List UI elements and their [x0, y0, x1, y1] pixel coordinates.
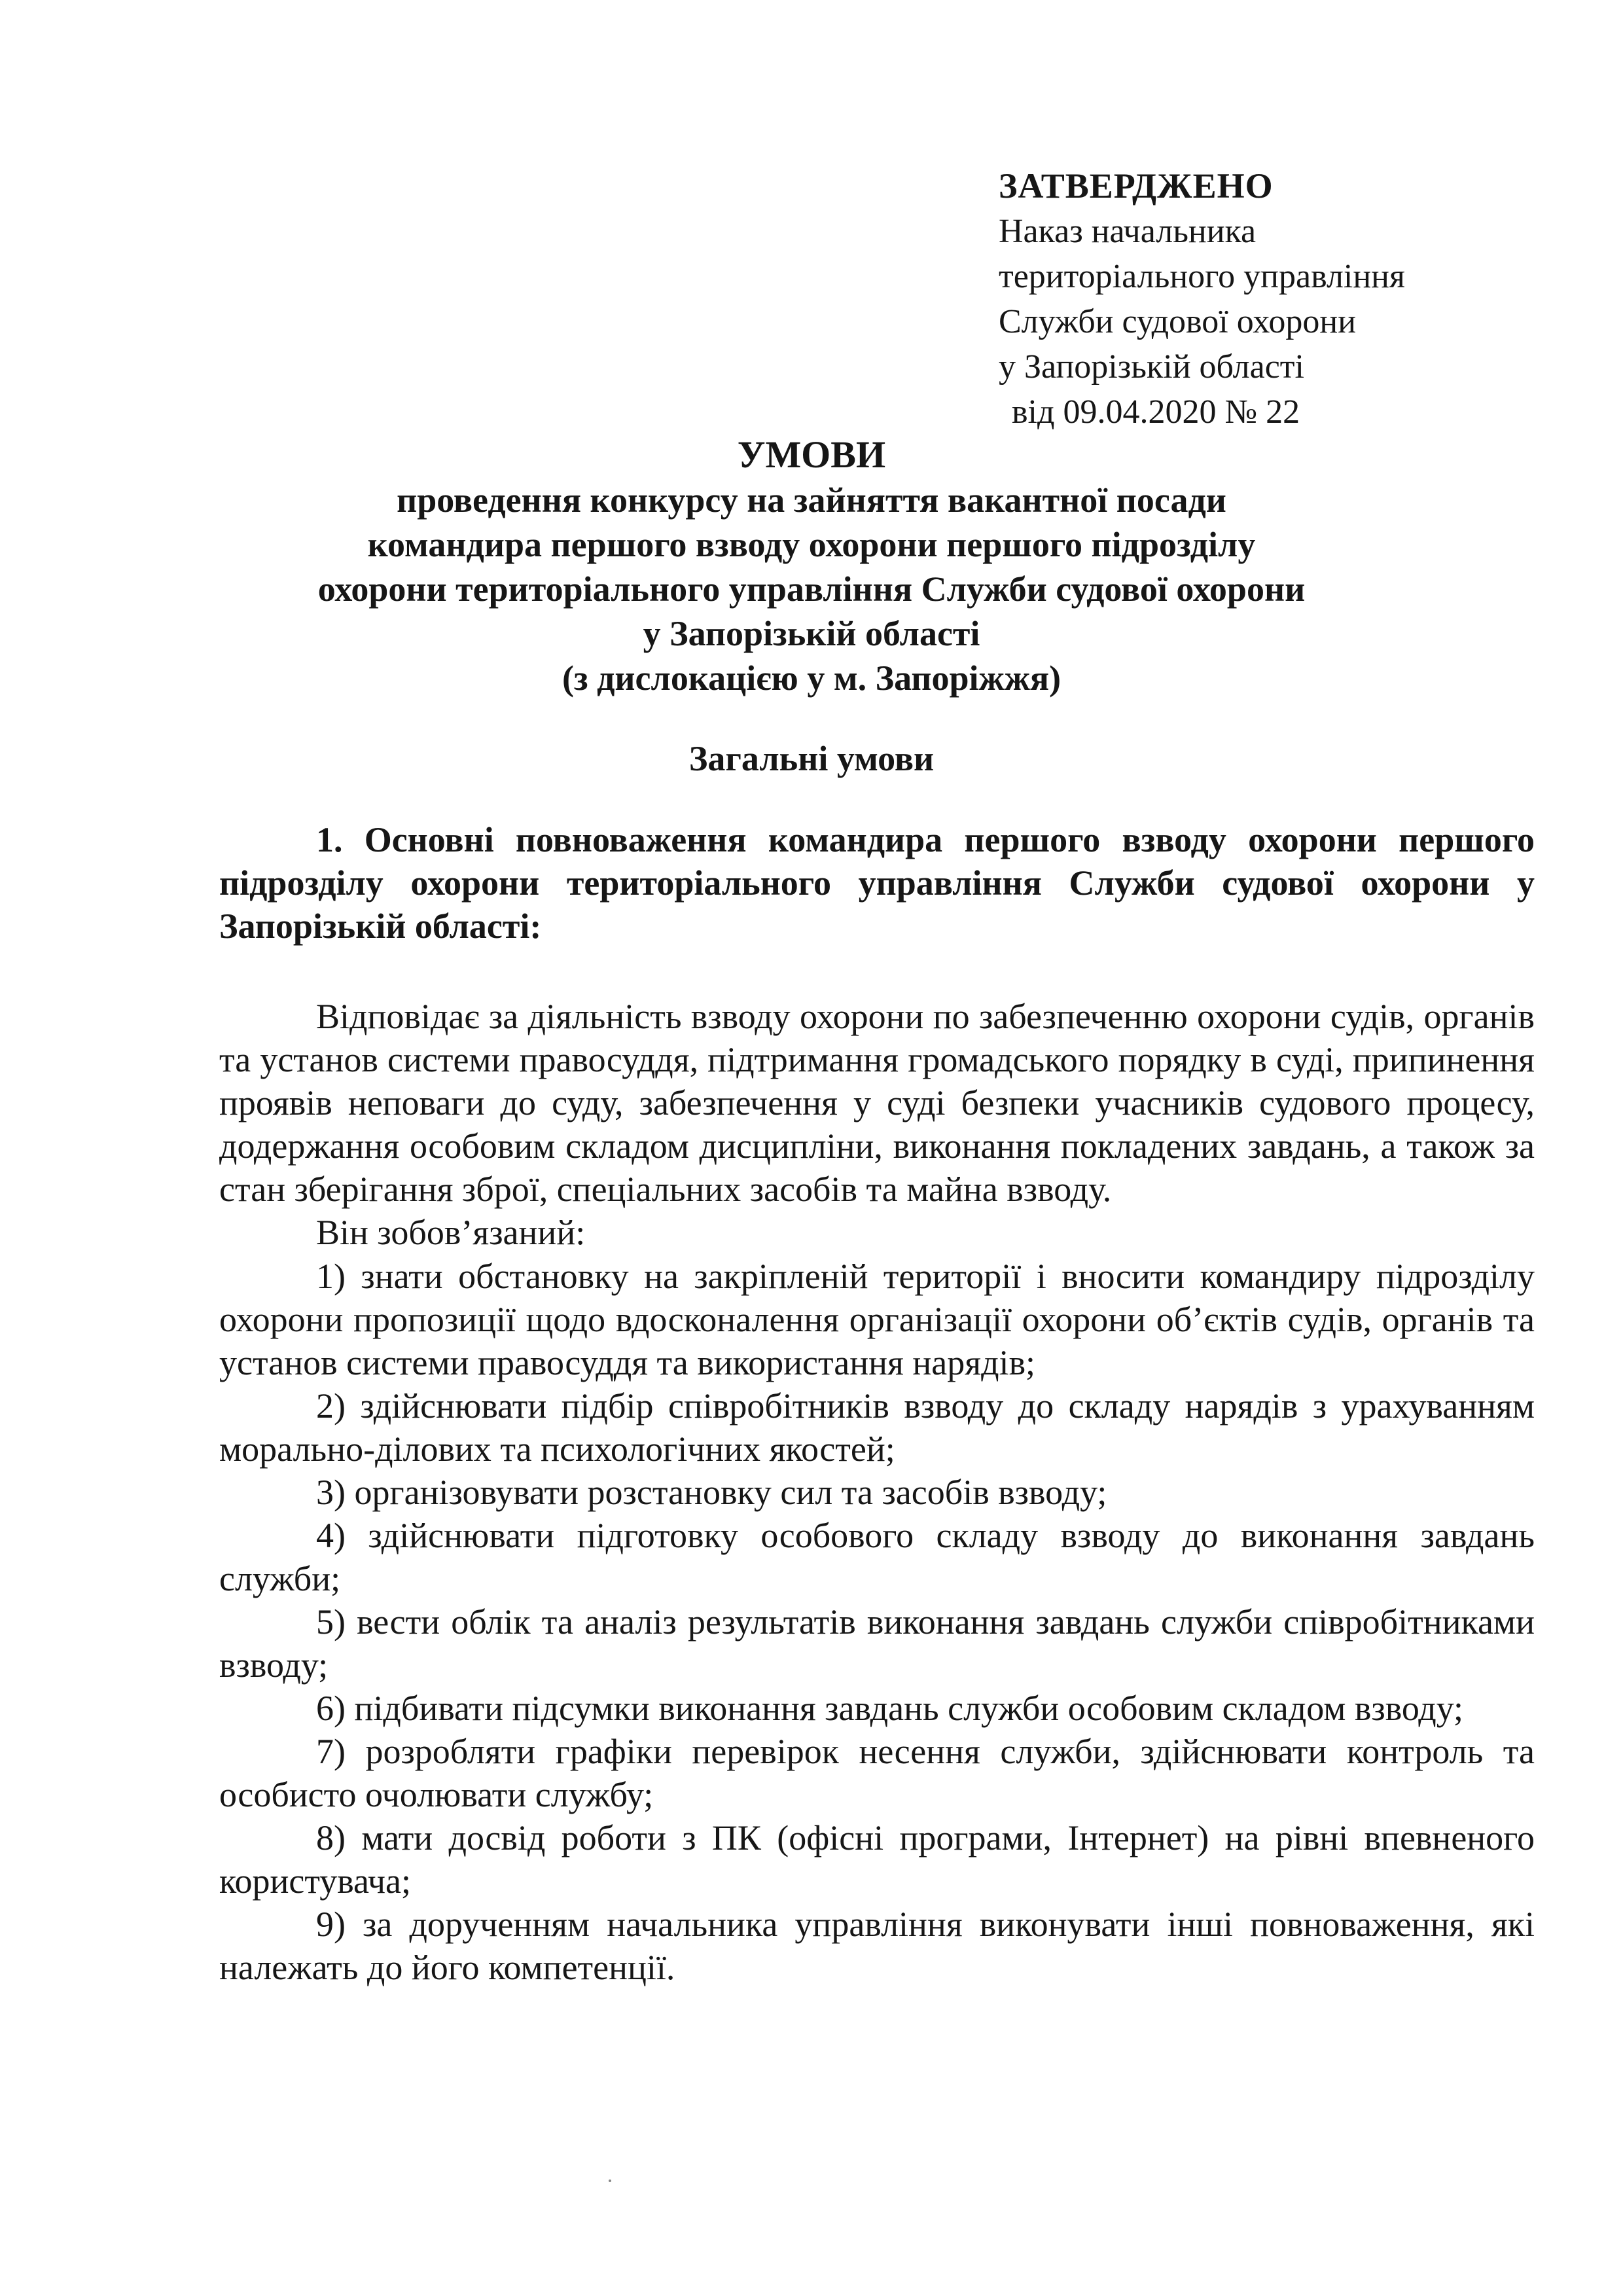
scan-speck	[609, 2179, 611, 2182]
general-conditions-heading: Загальні умови	[688, 739, 935, 778]
approval-line: у Запорізькій області	[999, 348, 1304, 386]
approval-stamp	[999, 164, 1405, 435]
section-heading	[219, 818, 1535, 948]
title-line: у Запорізькій області	[643, 614, 980, 653]
duty-item: 8) мати досвід роботи з ПК (офісні програми, Інтернет) на рівні впевненого користувача;	[219, 1818, 1535, 1901]
responsibility-text: Відповідає за діяльність взводу охорони по забезпеченню охорони судів, органів та установ системи правосуддя, підтримання громадського порядку в суді, припинення проявів неповаги до суду, забезпечення у суді безпеки учасників судового процесу, додержання особовим складом дисципліни, виконання покладених завдань, а також за стан зберігання зброї, спеціальних засобів та майна взводу.	[219, 997, 1535, 1209]
approved-label: ЗАТВЕРДЖЕНО	[999, 166, 1274, 206]
duty-item: 1) знати обстановку на закріпленій території і вносити командиру підрозділу охорони пропозиції щодо вдосконалення організації охорони об’єктів судів, органів та установ системи правосуддя та використання нарядів;	[219, 1257, 1535, 1382]
title-line: проведення конкурсу на зайняття вакантної посади	[397, 480, 1226, 520]
duty-item: 9) за дорученням начальника управління виконувати інші повноваження, які належать до його компетенції.	[219, 1905, 1535, 1987]
document-title	[0, 432, 1623, 700]
title-line: командира першого взводу охорони першого підрозділу	[367, 525, 1256, 564]
title-main: УМОВИ	[737, 433, 886, 476]
responsibility-paragraph	[219, 995, 1535, 1254]
duty-item: 4) здійснювати підготовку особового складу взводу до виконання завдань служби;	[219, 1516, 1535, 1598]
title-line: охорони територіального управління Служби судової охорони	[317, 569, 1306, 609]
approval-line: Наказ начальника	[999, 213, 1257, 250]
approval-order-date: від 09.04.2020 № 22	[1012, 393, 1300, 431]
duty-item: 5) вести облік та аналіз результатів виконання завдань служби співробітниками взводу;	[219, 1602, 1535, 1685]
duty-item: 6) підбивати підсумки виконання завдань служби особовим складом взводу;	[316, 1689, 1464, 1728]
duties-list	[219, 1255, 1535, 1989]
duty-item: 7) розробляти графіки перевірок несення служби, здійснювати контроль та особисто очолювати службу;	[219, 1732, 1535, 1814]
duty-item: 2) здійснювати підбір співробітників взводу до складу нарядів з урахуванням морально-ділових та психологічних якостей;	[219, 1386, 1535, 1469]
approval-line: територіального управління	[999, 258, 1405, 295]
section-1-heading: 1. Основні повноваження командира першого взводу охорони першого підрозділу охорони територіального управління Служби судової охорони у Запорізькій області:	[219, 820, 1535, 946]
obliged-label: Він зобов’язаний:	[316, 1213, 586, 1252]
approval-line: Служби судової охорони	[999, 303, 1357, 340]
title-line: (з дислокацією у м. Запоріжжя)	[562, 658, 1061, 698]
duty-item: 3) організовувати розстановку сил та засобів взводу;	[316, 1473, 1107, 1512]
